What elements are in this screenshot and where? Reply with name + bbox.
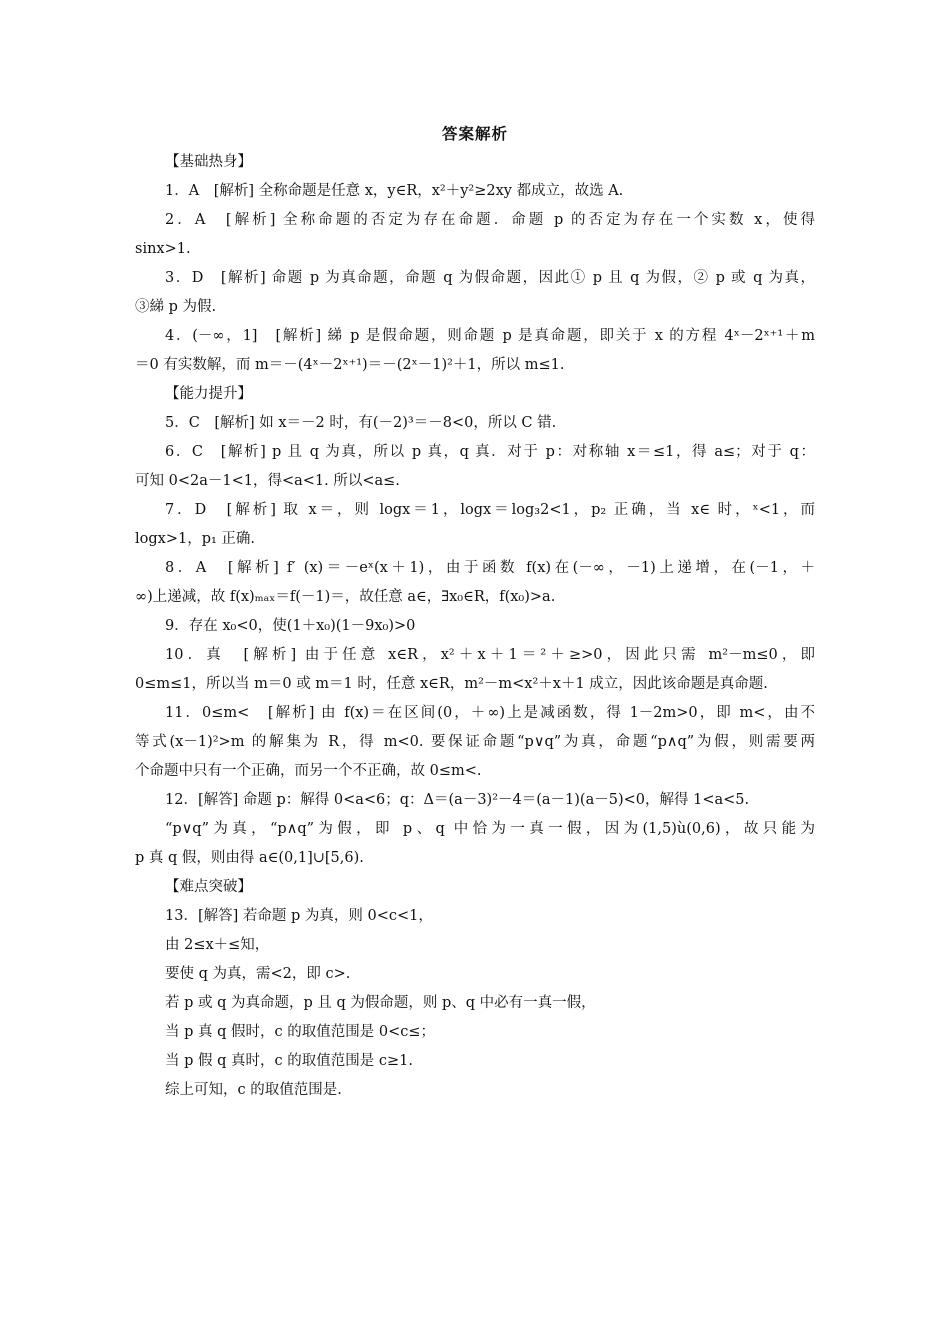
text-line: 4．(－∞，1] [解析] 綈 p 是假命题，则命题 p 是真命题，即关于 x 的方程 4ˣ－2ˣ⁺¹＋m <box>165 328 815 344</box>
text-line: “p∨q”为真，“p∧q”为假，即 p、q 中恰为一真一假，因为(1,5)ù(0,6)，故只能为 <box>165 821 815 837</box>
text-line: 11．0≤m< [解析] 由 f(x)＝在区间(0，＋∞)上是减函数，得 1－2m>0，即 m<，由不 <box>165 705 815 721</box>
text-line: ∞)上递减，故 f(x)ₘₐₓ＝f(－1)＝，故任意 a∈，∃x₀∈R，f(x₀)>a. <box>135 589 556 605</box>
text-line: 12．[解答] 命题 p：解得 0<a<6；q：Δ＝(a－3)²－4＝(a－1)(a－5)<0，解得 1<a<5. <box>165 792 750 808</box>
text-line: 6．C [解析] p 且 q 为真，所以 p 真，q 真．对于 p：对称轴 x＝≤1，得 a≤；对于 q： <box>165 444 815 460</box>
text-line: 当 p 真 q 假时，c 的取值范围是 0<c≤； <box>165 1024 435 1040</box>
text-line: 可知 0<2a－1<1，得<a<1. 所以<a≤. <box>135 473 400 489</box>
text-line: 1．A [解析] 全称命题是任意 x，y∈R，x²＋y²≥2xy 都成立，故选 A. <box>165 183 624 199</box>
text-line: 13．[解答] 若命题 p 为真，则 0<c<1， <box>165 908 433 924</box>
text-line: p 真 q 假，则由得 a∈(0,1]∪[5,6). <box>135 850 364 866</box>
page-title: 答案解析 <box>441 124 508 143</box>
text-line: sinx>1. <box>135 241 191 257</box>
answer-body <box>135 148 815 1105</box>
text-line: 3．D [解析] 命题 p 为真命题，命题 q 为假命题，因此① p 且 q 为假，② p 或 q 为真， <box>165 270 815 286</box>
text-line: 等式(x－1)²>m 的解集为 R，得 m<0. 要保证命题“p∨q”为真，命题“p∧q”为假，则需要两 <box>135 734 815 750</box>
text-line: 8．A [解析] f′ (x)＝－eˣ(x＋1)，由于函数 f(x)在(－∞，－1)上递增，在(－1，＋ <box>165 560 815 576</box>
text-line: 若 p 或 q 为真命题，p 且 q 为假命题，则 p、q 中必有一真一假， <box>165 995 596 1011</box>
text-line: ③綈 p 为假. <box>135 299 217 315</box>
text-line: 当 p 假 q 真时，c 的取值范围是 c≥1. <box>165 1053 413 1069</box>
text-line: 【基础热身】 <box>165 154 252 170</box>
text-line: 2．A [解析] 全称命题的否定为存在命题．命题 p 的否定为存在一个实数 x，使得 <box>165 212 815 228</box>
text-line: 综上可知，c 的取值范围是. <box>165 1082 342 1098</box>
text-line: 由 2≤x＋≤知， <box>165 937 270 953</box>
text-line: ＝0 有实数解，而 m＝－(4ˣ－2ˣ⁺¹)＝－(2ˣ－1)²＋1，所以 m≤1. <box>135 357 565 373</box>
text-line: 10．真 [解析] 由于任意 x∈R，x²＋x＋1＝²＋≥>0，因此只需 m²－m≤0，即 <box>165 647 815 663</box>
text-line: 个命题中只有一个正确，而另一个不正确，故 0≤m<. <box>135 763 482 779</box>
text-line: 0≤m≤1，所以当 m＝0 或 m＝1 时，任意 x∈R，m²－m<x²＋x＋1 成立，因此该命题是真命题. <box>135 676 768 692</box>
text-line: 9．存在 x₀<0，使(1＋x₀)(1－9x₀)>0 <box>165 618 416 634</box>
text-line: 【能力提升】 <box>165 386 252 402</box>
text-line: 【难点突破】 <box>165 879 252 895</box>
text-line: 要使 q 为真，需<2，即 c>. <box>165 966 351 982</box>
text-line: logx>1，p₁ 正确. <box>135 531 256 547</box>
text-line: 7．D [解析] 取 x＝，则 logx＝1，logx＝log₃2<1，p₂ 正确，当 x∈ 时，ˣ<1，而 <box>165 502 815 518</box>
text-line: 5．C [解析] 如 x＝－2 时，有(－2)³＝－8<0，所以 C 错. <box>165 415 557 431</box>
